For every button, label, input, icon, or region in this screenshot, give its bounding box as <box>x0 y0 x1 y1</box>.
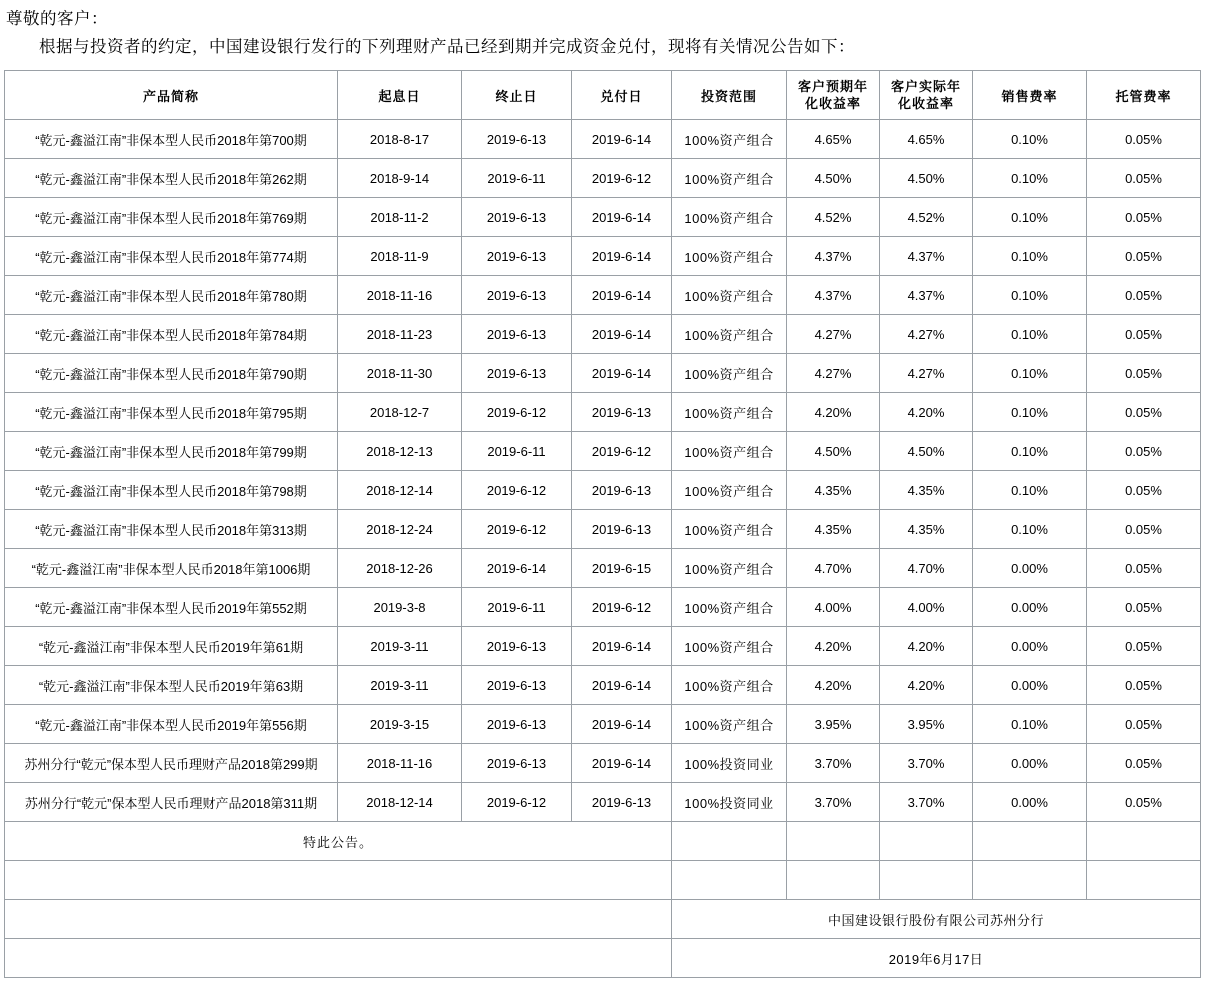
cell-actual-rate: 4.50% <box>880 432 973 471</box>
cell-scope: 100%资产组合 <box>672 432 787 471</box>
cell-payment-date: 2019-6-14 <box>572 705 672 744</box>
cell-end-date: 2019-6-11 <box>462 432 572 471</box>
cell-scope: 100%资产组合 <box>672 276 787 315</box>
cell-actual-rate: 4.50% <box>880 159 973 198</box>
cell-custody-fee: 0.05% <box>1087 666 1201 705</box>
table-row <box>5 783 1201 822</box>
table-row <box>5 276 1201 315</box>
cell-actual-rate: 4.37% <box>880 276 973 315</box>
table-row <box>5 120 1201 159</box>
cell-sales-fee: 0.00% <box>973 783 1087 822</box>
cell-expected-rate: 4.65% <box>787 120 880 159</box>
cell-custody-fee: 0.05% <box>1087 393 1201 432</box>
cell-custody-fee: 0.05% <box>1087 705 1201 744</box>
cell-product: 苏州分行“乾元”保本型人民币理财产品2018第299期 <box>5 744 338 783</box>
cell-sales-fee: 0.10% <box>973 510 1087 549</box>
cell-actual-rate: 3.70% <box>880 744 973 783</box>
cell-actual-rate: 4.35% <box>880 510 973 549</box>
col-end-date: 终止日 <box>462 71 572 120</box>
cell-custody-fee: 0.05% <box>1087 744 1201 783</box>
cell-start-date: 2018-11-16 <box>338 744 462 783</box>
signature-row <box>5 900 1201 939</box>
cell-sales-fee: 0.10% <box>973 276 1087 315</box>
cell-expected-rate: 4.20% <box>787 627 880 666</box>
cell-product: “乾元-鑫溢江南”非保本型人民币2018年第784期 <box>5 315 338 354</box>
cell-scope: 100%资产组合 <box>672 666 787 705</box>
cell-payment-date: 2019-6-14 <box>572 315 672 354</box>
cell-custody-fee: 0.05% <box>1087 315 1201 354</box>
notice-row <box>5 822 1201 861</box>
blank-cell <box>5 939 672 978</box>
cell-start-date: 2019-3-11 <box>338 666 462 705</box>
col-expected-rate-line1: 客户预期年 <box>797 79 868 94</box>
header-row <box>5 71 1201 120</box>
cell-start-date: 2018-8-17 <box>338 120 462 159</box>
cell-scope: 100%投资同业 <box>672 744 787 783</box>
cell-custody-fee: 0.05% <box>1087 354 1201 393</box>
cell-end-date: 2019-6-13 <box>462 354 572 393</box>
cell-actual-rate: 4.65% <box>880 120 973 159</box>
cell-sales-fee: 0.10% <box>973 159 1087 198</box>
cell-payment-date: 2019-6-12 <box>572 588 672 627</box>
cell-sales-fee: 0.10% <box>973 315 1087 354</box>
cell-custody-fee: 0.05% <box>1087 549 1201 588</box>
table-row <box>5 432 1201 471</box>
cell-start-date: 2018-12-7 <box>338 393 462 432</box>
cell-custody-fee: 0.05% <box>1087 237 1201 276</box>
table-body <box>5 120 1201 978</box>
table-row <box>5 237 1201 276</box>
blank-row <box>5 861 1201 900</box>
cell-expected-rate: 4.35% <box>787 510 880 549</box>
cell-end-date: 2019-6-12 <box>462 510 572 549</box>
cell-payment-date: 2019-6-14 <box>572 354 672 393</box>
cell-actual-rate: 4.00% <box>880 588 973 627</box>
cell-end-date: 2019-6-12 <box>462 471 572 510</box>
cell-actual-rate: 3.70% <box>880 783 973 822</box>
col-payment-date: 兑付日 <box>572 71 672 120</box>
cell-sales-fee: 0.10% <box>973 432 1087 471</box>
blank-cell <box>787 861 880 900</box>
table-row <box>5 315 1201 354</box>
cell-actual-rate: 4.20% <box>880 666 973 705</box>
cell-start-date: 2019-3-15 <box>338 705 462 744</box>
cell-expected-rate: 4.52% <box>787 198 880 237</box>
cell-product: “乾元-鑫溢江南”非保本型人民币2018年第790期 <box>5 354 338 393</box>
cell-sales-fee: 0.00% <box>973 549 1087 588</box>
cell-custody-fee: 0.05% <box>1087 588 1201 627</box>
cell-actual-rate: 4.27% <box>880 354 973 393</box>
table-row <box>5 393 1201 432</box>
cell-product: “乾元-鑫溢江南”非保本型人民币2018年第780期 <box>5 276 338 315</box>
notice-filler-cell <box>1087 822 1201 861</box>
col-expected-rate-line2: 化收益率 <box>804 96 861 111</box>
cell-start-date: 2019-3-11 <box>338 627 462 666</box>
cell-payment-date: 2019-6-14 <box>572 237 672 276</box>
cell-product: “乾元-鑫溢江南”非保本型人民币2018年第795期 <box>5 393 338 432</box>
col-actual-rate-line1: 客户实际年 <box>890 79 961 94</box>
table-row <box>5 744 1201 783</box>
cell-payment-date: 2019-6-14 <box>572 120 672 159</box>
blank-cell <box>973 861 1087 900</box>
cell-sales-fee: 0.10% <box>973 393 1087 432</box>
cell-start-date: 2018-11-16 <box>338 276 462 315</box>
table-row <box>5 471 1201 510</box>
cell-scope: 100%资产组合 <box>672 471 787 510</box>
cell-expected-rate: 4.50% <box>787 159 880 198</box>
cell-actual-rate: 4.37% <box>880 237 973 276</box>
cell-expected-rate: 3.70% <box>787 783 880 822</box>
cell-end-date: 2019-6-13 <box>462 276 572 315</box>
col-start-date: 起息日 <box>338 71 462 120</box>
cell-start-date: 2018-11-23 <box>338 315 462 354</box>
cell-actual-rate: 4.27% <box>880 315 973 354</box>
cell-start-date: 2018-12-24 <box>338 510 462 549</box>
cell-start-date: 2018-11-2 <box>338 198 462 237</box>
cell-scope: 100%资产组合 <box>672 627 787 666</box>
table-row <box>5 588 1201 627</box>
cell-expected-rate: 4.70% <box>787 549 880 588</box>
cell-start-date: 2018-12-13 <box>338 432 462 471</box>
notice-filler-cell <box>880 822 973 861</box>
cell-expected-rate: 4.27% <box>787 354 880 393</box>
signature-date-row <box>5 939 1201 978</box>
cell-start-date: 2018-9-14 <box>338 159 462 198</box>
cell-scope: 100%资产组合 <box>672 393 787 432</box>
cell-payment-date: 2019-6-14 <box>572 744 672 783</box>
cell-start-date: 2018-12-26 <box>338 549 462 588</box>
cell-actual-rate: 3.95% <box>880 705 973 744</box>
cell-end-date: 2019-6-13 <box>462 315 572 354</box>
products-table <box>4 70 1201 978</box>
cell-product: “乾元-鑫溢江南”非保本型人民币2018年第262期 <box>5 159 338 198</box>
col-scope: 投资范围 <box>672 71 787 120</box>
notice-filler-cell <box>787 822 880 861</box>
cell-payment-date: 2019-6-13 <box>572 783 672 822</box>
cell-product: “乾元-鑫溢江南”非保本型人民币2018年第798期 <box>5 471 338 510</box>
cell-custody-fee: 0.05% <box>1087 627 1201 666</box>
notice-filler-cell <box>973 822 1087 861</box>
cell-scope: 100%投资同业 <box>672 783 787 822</box>
cell-expected-rate: 4.37% <box>787 276 880 315</box>
table-row <box>5 198 1201 237</box>
cell-sales-fee: 0.00% <box>973 666 1087 705</box>
cell-payment-date: 2019-6-13 <box>572 393 672 432</box>
signature-date: 2019年6月17日 <box>672 939 1201 978</box>
table-row <box>5 705 1201 744</box>
cell-product: “乾元-鑫溢江南”非保本型人民币2018年第774期 <box>5 237 338 276</box>
cell-payment-date: 2019-6-14 <box>572 198 672 237</box>
cell-end-date: 2019-6-13 <box>462 744 572 783</box>
cell-sales-fee: 0.00% <box>973 588 1087 627</box>
cell-expected-rate: 4.00% <box>787 588 880 627</box>
signature-text: 中国建设银行股份有限公司苏州分行 <box>672 900 1201 939</box>
table-row <box>5 666 1201 705</box>
col-expected-rate <box>787 71 880 120</box>
col-product: 产品简称 <box>5 71 338 120</box>
cell-sales-fee: 0.10% <box>973 198 1087 237</box>
cell-sales-fee: 0.10% <box>973 471 1087 510</box>
cell-expected-rate: 4.37% <box>787 237 880 276</box>
cell-custody-fee: 0.05% <box>1087 159 1201 198</box>
cell-end-date: 2019-6-13 <box>462 705 572 744</box>
cell-sales-fee: 0.10% <box>973 354 1087 393</box>
cell-custody-fee: 0.05% <box>1087 198 1201 237</box>
cell-product: “乾元-鑫溢江南”非保本型人民币2019年第552期 <box>5 588 338 627</box>
cell-custody-fee: 0.05% <box>1087 510 1201 549</box>
cell-end-date: 2019-6-12 <box>462 393 572 432</box>
cell-end-date: 2019-6-13 <box>462 237 572 276</box>
cell-custody-fee: 0.05% <box>1087 783 1201 822</box>
cell-scope: 100%资产组合 <box>672 198 787 237</box>
cell-end-date: 2019-6-11 <box>462 159 572 198</box>
cell-start-date: 2018-11-30 <box>338 354 462 393</box>
cell-scope: 100%资产组合 <box>672 705 787 744</box>
col-custody-fee: 托管费率 <box>1087 71 1201 120</box>
notice-text: 特此公告。 <box>5 822 672 861</box>
blank-cell <box>672 861 787 900</box>
table-row <box>5 159 1201 198</box>
cell-product: “乾元-鑫溢江南”非保本型人民币2018年第313期 <box>5 510 338 549</box>
cell-end-date: 2019-6-13 <box>462 120 572 159</box>
cell-sales-fee: 0.00% <box>973 627 1087 666</box>
blank-cell <box>5 861 672 900</box>
cell-sales-fee: 0.00% <box>973 744 1087 783</box>
cell-payment-date: 2019-6-12 <box>572 432 672 471</box>
cell-end-date: 2019-6-13 <box>462 627 572 666</box>
cell-payment-date: 2019-6-14 <box>572 276 672 315</box>
cell-end-date: 2019-6-13 <box>462 666 572 705</box>
cell-actual-rate: 4.35% <box>880 471 973 510</box>
cell-actual-rate: 4.20% <box>880 393 973 432</box>
cell-product: “乾元-鑫溢江南”非保本型人民币2018年第769期 <box>5 198 338 237</box>
cell-product: “乾元-鑫溢江南”非保本型人民币2019年第556期 <box>5 705 338 744</box>
cell-payment-date: 2019-6-14 <box>572 666 672 705</box>
blank-cell <box>5 900 672 939</box>
cell-start-date: 2018-11-9 <box>338 237 462 276</box>
cell-actual-rate: 4.70% <box>880 549 973 588</box>
col-actual-rate-line2: 化收益率 <box>897 96 954 111</box>
cell-scope: 100%资产组合 <box>672 120 787 159</box>
cell-sales-fee: 0.10% <box>973 120 1087 159</box>
cell-product: “乾元-鑫溢江南”非保本型人民币2018年第700期 <box>5 120 338 159</box>
cell-payment-date: 2019-6-15 <box>572 549 672 588</box>
table-row <box>5 510 1201 549</box>
cell-expected-rate: 3.95% <box>787 705 880 744</box>
table-row <box>5 627 1201 666</box>
blank-cell <box>1087 861 1201 900</box>
cell-sales-fee: 0.10% <box>973 705 1087 744</box>
table-row <box>5 549 1201 588</box>
cell-end-date: 2019-6-14 <box>462 549 572 588</box>
cell-end-date: 2019-6-12 <box>462 783 572 822</box>
cell-scope: 100%资产组合 <box>672 510 787 549</box>
cell-custody-fee: 0.05% <box>1087 276 1201 315</box>
cell-expected-rate: 4.50% <box>787 432 880 471</box>
cell-end-date: 2019-6-11 <box>462 588 572 627</box>
cell-scope: 100%资产组合 <box>672 237 787 276</box>
cell-end-date: 2019-6-13 <box>462 198 572 237</box>
cell-payment-date: 2019-6-13 <box>572 510 672 549</box>
cell-sales-fee: 0.10% <box>973 237 1087 276</box>
cell-start-date: 2018-12-14 <box>338 783 462 822</box>
cell-expected-rate: 4.35% <box>787 471 880 510</box>
cell-expected-rate: 4.27% <box>787 315 880 354</box>
cell-payment-date: 2019-6-13 <box>572 471 672 510</box>
cell-actual-rate: 4.20% <box>880 627 973 666</box>
cell-scope: 100%资产组合 <box>672 549 787 588</box>
notice-filler-cell <box>672 822 787 861</box>
table-row <box>5 354 1201 393</box>
cell-expected-rate: 4.20% <box>787 393 880 432</box>
cell-scope: 100%资产组合 <box>672 588 787 627</box>
cell-product: “乾元-鑫溢江南”非保本型人民币2018年第1006期 <box>5 549 338 588</box>
cell-scope: 100%资产组合 <box>672 315 787 354</box>
cell-product: “乾元-鑫溢江南”非保本型人民币2018年第799期 <box>5 432 338 471</box>
col-actual-rate <box>880 71 973 120</box>
cell-product: “乾元-鑫溢江南”非保本型人民币2019年第61期 <box>5 627 338 666</box>
cell-product: “乾元-鑫溢江南”非保本型人民币2019年第63期 <box>5 666 338 705</box>
cell-custody-fee: 0.05% <box>1087 120 1201 159</box>
cell-expected-rate: 4.20% <box>787 666 880 705</box>
cell-scope: 100%资产组合 <box>672 159 787 198</box>
cell-payment-date: 2019-6-14 <box>572 627 672 666</box>
cell-scope: 100%资产组合 <box>672 354 787 393</box>
cell-custody-fee: 0.05% <box>1087 471 1201 510</box>
cell-expected-rate: 3.70% <box>787 744 880 783</box>
cell-actual-rate: 4.52% <box>880 198 973 237</box>
table-header <box>5 71 1201 120</box>
cell-custody-fee: 0.05% <box>1087 432 1201 471</box>
col-sales-fee: 销售费率 <box>973 71 1087 120</box>
cell-start-date: 2018-12-14 <box>338 471 462 510</box>
cell-payment-date: 2019-6-12 <box>572 159 672 198</box>
cell-start-date: 2019-3-8 <box>338 588 462 627</box>
salutation: 尊敬的客户： <box>6 9 108 28</box>
cell-product: 苏州分行“乾元”保本型人民币理财产品2018第311期 <box>5 783 338 822</box>
intro-block <box>0 0 1208 60</box>
intro-paragraph: 根据与投资者的约定，中国建设银行发行的下列理财产品已经到期并完成资金兑付，现将有关情况公告如下： <box>39 37 855 56</box>
blank-cell <box>880 861 973 900</box>
